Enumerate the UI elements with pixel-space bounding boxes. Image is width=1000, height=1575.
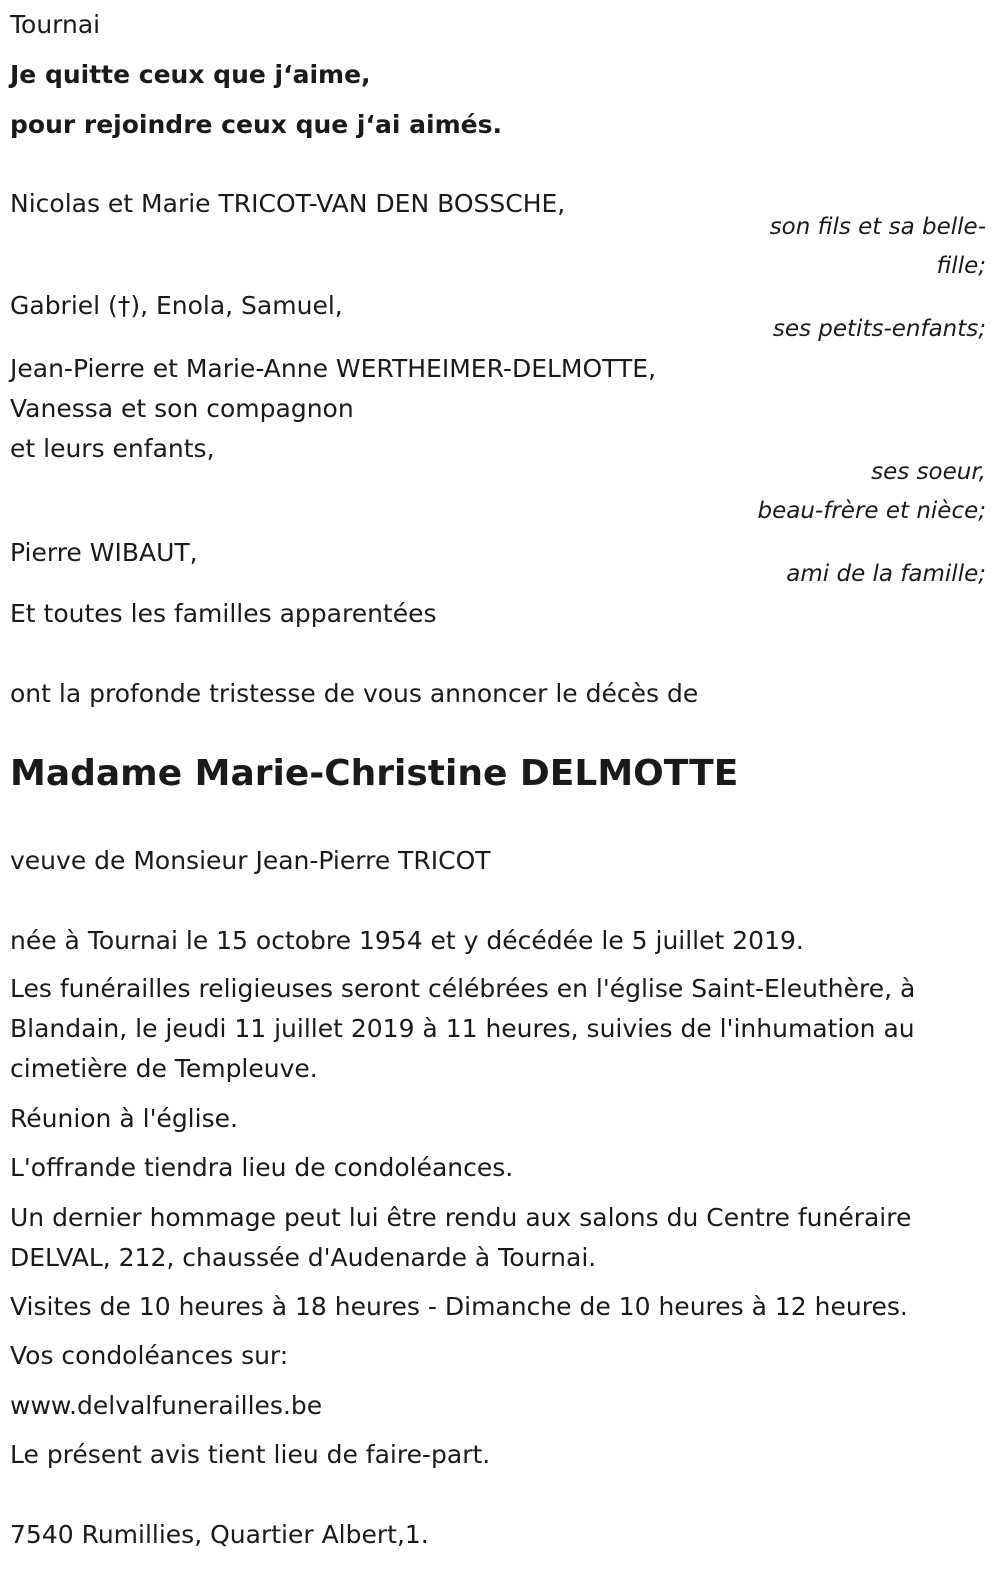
family-relation: fille;	[936, 253, 986, 279]
meeting-info: Réunion à l'église.	[10, 1104, 238, 1133]
family-relation: beau-frère et nièce;	[757, 498, 986, 524]
deceased-name: Madame Marie-Christine DELMOTTE	[10, 753, 739, 794]
family-name: Jean-Pierre et Marie-Anne WERTHEIMER-DELMOTTE,	[10, 354, 657, 383]
tribute-info: Un dernier hommage peut lui être rendu aux salons du Centre funéraire DELVAL, 212, chaussée d'Audenarde à Tournai.	[10, 1203, 912, 1272]
offering-info: L'offrande tiendra lieu de condoléances.	[10, 1153, 514, 1182]
family-name: Et toutes les familles apparentées	[10, 599, 437, 628]
family-relation: ses soeur,	[871, 459, 986, 485]
family-relation: son fils et sa belle-	[769, 214, 986, 240]
family-name: et leurs enfants,	[10, 434, 215, 463]
address: 7540 Rumillies, Quartier Albert,1.	[10, 1520, 429, 1549]
funeral-info: Les funérailles religieuses seront célébrées en l'église Saint-Eleuthère, à Blandain, le jeudi 11 juillet 2019 à 11 heures, suivies de l'inhumation au cimetière de Templeuve.	[10, 974, 916, 1083]
family-relation: ami de la famille;	[786, 561, 986, 587]
quote-line-2: pour rejoindre ceux que j‘ai aimés.	[10, 110, 502, 139]
condolences-label: Vos condoléances sur:	[10, 1341, 289, 1370]
birth-death: née à Tournai le 15 octobre 1954 et y décédée le 5 juillet 2019.	[10, 926, 804, 955]
city: Tournai	[10, 10, 101, 39]
family-name: Gabriel (†), Enola, Samuel,	[10, 291, 343, 320]
website-link[interactable]: www.delvalfunerailles.be	[10, 1391, 323, 1420]
deceased-status: veuve de Monsieur Jean-Pierre TRICOT	[10, 846, 491, 875]
family-name: Vanessa et son compagnon	[10, 394, 354, 423]
family-name: Nicolas et Marie TRICOT-VAN DEN BOSSCHE,	[10, 189, 566, 218]
family-relation: ses petits-enfants;	[772, 316, 986, 342]
notice-text: Le présent avis tient lieu de faire-part.	[10, 1440, 491, 1469]
visits-info: Visites de 10 heures à 18 heures - Dimanche de 10 heures à 12 heures.	[10, 1292, 908, 1321]
quote-line-1: Je quitte ceux que j‘aime,	[10, 60, 371, 89]
family-name: Pierre WIBAUT,	[10, 538, 198, 567]
announcement: ont la profonde tristesse de vous annoncer le décès de	[10, 679, 699, 708]
